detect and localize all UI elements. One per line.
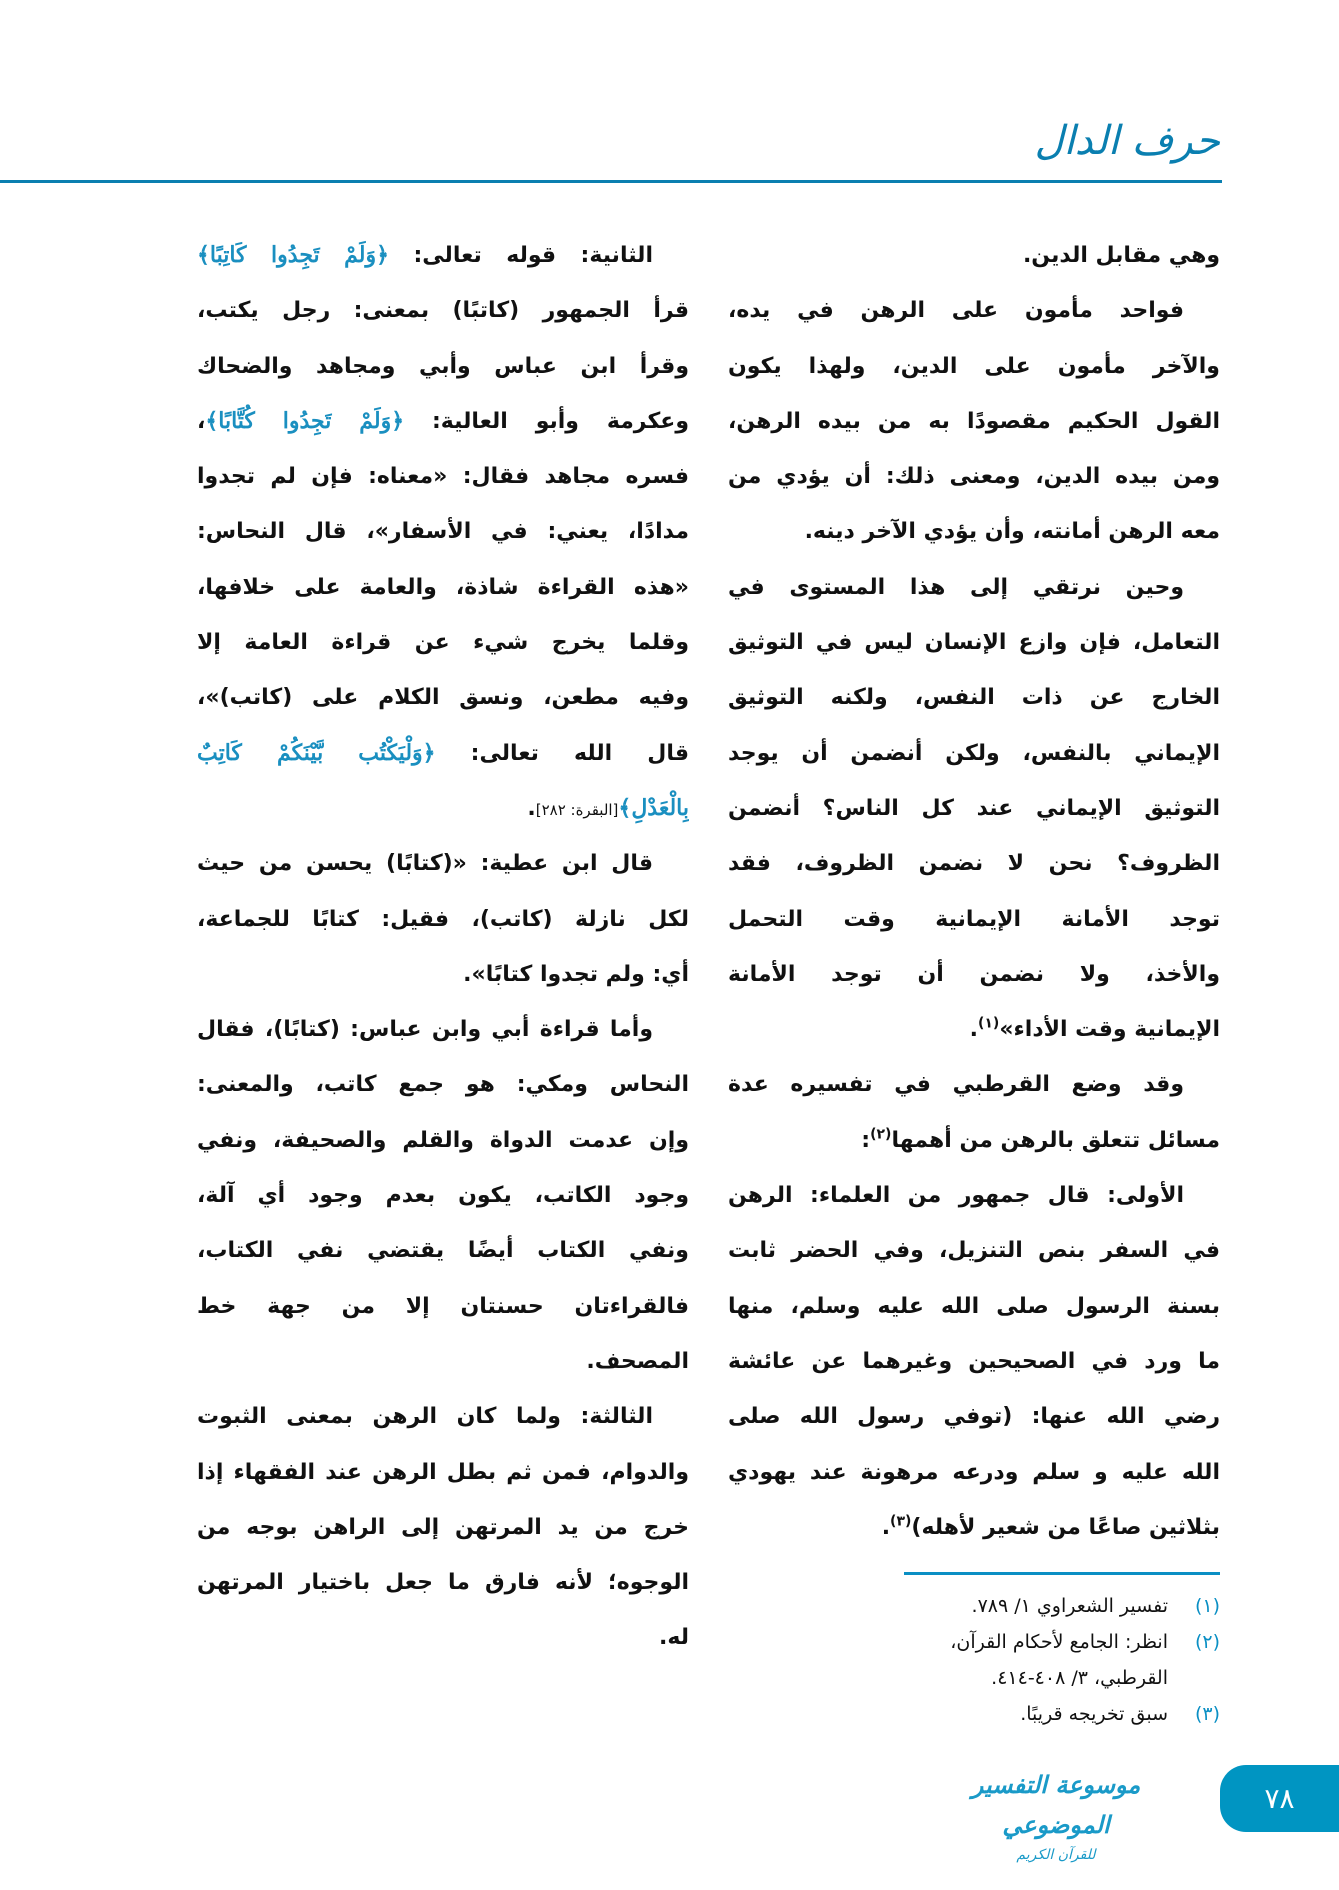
footnote-text: انظر: الجامع لأحكام القرآن، القرطبي، ٣/ ٤٠٨-٤١٤. xyxy=(950,1631,1168,1689)
text-segment: وفيه مطعن، ونسق الكلام على (كاتب)»، xyxy=(197,685,689,711)
text-line xyxy=(728,228,1220,283)
text-segment: خرج من يد المرتهن إلى الراهن بوجه من xyxy=(197,1514,689,1540)
text-segment: : ولما كان الرهن بمعنى الثبوت xyxy=(197,1404,590,1430)
footnote xyxy=(904,1588,1220,1624)
text-segment: الوجوه؛ لأنه فارق ما جعل باختيار المرتهن xyxy=(197,1570,689,1596)
text-segment: وقلما يخرج شيء عن قراءة العامة إلا xyxy=(197,630,689,656)
bold-text: بثلاثين صاعًا من شعير لأهله) xyxy=(911,1514,1220,1540)
text-segment: لكل نازلة (كاتب)، فقيل: كتابًا للجماعة، xyxy=(197,906,689,932)
text-segment: القول الحكيم مقصودًا به من بيده الرهن، xyxy=(728,408,1220,434)
text-segment: الإيماني بالنفس، ولكن أنضمن أن يوجد xyxy=(728,740,1220,766)
text-segment: قرأ الجمهور (كاتبًا) بمعنى: رجل يكتب، xyxy=(197,298,689,324)
footnote-number: (٣) xyxy=(1194,1703,1220,1725)
logo-title: موسوعة التفسير الموضوعي xyxy=(971,1770,1141,1839)
text-line xyxy=(728,670,1220,725)
bold-text: الثانية xyxy=(589,243,653,268)
text-segment: قال ابن عطية: «(كتابًا) يحسن من حيث xyxy=(197,851,653,877)
footnotes xyxy=(904,1588,1220,1732)
text-segment: وقد وضع القرطبي في تفسيره عدة xyxy=(728,1072,1184,1098)
text-line xyxy=(197,726,689,781)
bold-text: الأولى xyxy=(1115,1183,1184,1209)
text-segment: وقرأ ابن عباس وأبي ومجاهد والضحاك xyxy=(197,353,689,379)
text-line xyxy=(197,504,689,559)
text-segment: توجد الأمانة الإيمانية وقت التحمل xyxy=(728,906,1220,932)
text-line xyxy=(728,836,1220,891)
text-line xyxy=(728,781,1220,836)
right-text-column xyxy=(728,228,1220,1555)
text-segment: وحين نرتقي إلى هذا المستوى في xyxy=(728,574,1184,600)
text-line xyxy=(197,1002,689,1057)
text-line xyxy=(197,1610,689,1665)
header-divider xyxy=(0,180,1222,183)
text-segment: والدوام، فمن ثم بطل الرهن عند الفقهاء إذا xyxy=(197,1459,689,1485)
text-segment: : قال جمهور من العلماء: الرهن xyxy=(728,1183,1116,1209)
text-line xyxy=(728,892,1220,947)
text-line xyxy=(728,283,1220,338)
footnote-number: (١) xyxy=(1194,1595,1220,1617)
footnote-text: سبق تخريجه قريبًا. xyxy=(1020,1703,1168,1725)
footnote-marker: (١) xyxy=(977,1015,1000,1032)
text-line xyxy=(197,1334,689,1389)
text-line xyxy=(197,1445,689,1500)
footnote-marker: (٢) xyxy=(870,1126,892,1143)
text-line xyxy=(728,394,1220,449)
text-segment: ونفي الكتاب أيضًا يقتضي نفي الكتاب، xyxy=(197,1238,689,1264)
quran-verse: ﴿وَلْيَكْتُب بَّيْنَكُمْ كَاتِبٌ xyxy=(197,739,436,766)
text-segment: النحاس ومكي: هو جمع كاتب، والمعنى: xyxy=(197,1072,689,1098)
text-segment: فسره مجاهد فقال: «معناه: فإن لم تجدوا xyxy=(197,464,689,490)
encyclopedia-logo xyxy=(934,1765,1178,1863)
text-segment: وعكرمة وأبو العالية: xyxy=(404,408,689,434)
text-segment: فواحد مأمون على الرهن في يده، xyxy=(728,298,1184,324)
text-line xyxy=(728,1113,1220,1168)
footnote-divider xyxy=(904,1572,1220,1575)
footnote xyxy=(904,1696,1220,1732)
text-segment: في السفر بنص التنزيل، وفي الحضر ثابت xyxy=(728,1238,1220,1264)
text-line xyxy=(728,726,1220,781)
text-line xyxy=(197,560,689,615)
text-line xyxy=(197,449,689,504)
text-segment: أي: ولم تجدوا كتابًا». xyxy=(463,961,689,987)
text-segment: الإيمانية وقت الأداء» xyxy=(999,1017,1220,1043)
text-segment: : قوله تعالى: xyxy=(389,243,590,268)
text-line xyxy=(728,1389,1220,1444)
page-number-badge: ٧٨ xyxy=(1220,1765,1339,1832)
text-segment: معه الرهن أمانته، وأن يؤدي الآخر دينه. xyxy=(804,519,1220,545)
bold-text: (توفي رسول الله صلى xyxy=(728,1404,1013,1430)
footnote xyxy=(904,1624,1220,1696)
text-segment: . xyxy=(969,1017,978,1043)
logo-subtitle: للقرآن الكريم xyxy=(1016,1847,1096,1863)
text-segment: : xyxy=(861,1127,871,1153)
quran-verse: ﴿وَلَمْ تَجِدُوا كَاتِبًا﴾ xyxy=(197,242,389,268)
text-segment: ما ورد في الصحيحين وغيرهما عن عائشة xyxy=(728,1348,1220,1374)
bold-text: الثالثة xyxy=(589,1404,653,1430)
text-segment: بسنة الرسول صلى الله عليه وسلم، منها xyxy=(728,1293,1220,1319)
text-line xyxy=(728,1334,1220,1389)
text-segment: التعامل، فإن وازع الإنسان ليس في التوثيق xyxy=(728,630,1220,656)
text-line xyxy=(728,1168,1220,1223)
text-segment: ومن بيده الدين، ومعنى ذلك: أن يؤدي من xyxy=(728,464,1220,490)
text-line xyxy=(197,892,689,947)
text-line xyxy=(728,1057,1220,1112)
text-line xyxy=(197,1223,689,1278)
left-text-column xyxy=(197,228,689,1666)
text-segment: له. xyxy=(659,1625,689,1651)
footnote-marker: (٣) xyxy=(890,1513,912,1530)
text-segment: . xyxy=(881,1514,891,1540)
text-line xyxy=(728,449,1220,504)
text-segment: الظروف؟ نحن لا نضمن الظروف، فقد xyxy=(728,851,1220,877)
footnote-number: (٢) xyxy=(1194,1631,1220,1653)
text-line xyxy=(728,504,1220,559)
text-line xyxy=(197,283,689,338)
text-segment: وجود الكاتب، يكون بعدم وجود أي آلة، xyxy=(197,1183,689,1209)
text-line xyxy=(728,339,1220,394)
text-segment: . xyxy=(527,795,536,821)
text-line xyxy=(728,947,1220,1002)
text-segment: والأخذ، ولا نضمن أن توجد الأمانة xyxy=(728,961,1220,987)
text-segment: وأما قراءة أبي وابن عباس: (كتابًا)، فقال xyxy=(197,1017,653,1043)
footnote-text: تفسير الشعراوي ١/ ٧٨٩. xyxy=(971,1595,1168,1617)
quran-verse: ﴿وَلَمْ تَجِدُوا كُتَّابًا﴾ xyxy=(205,407,405,434)
text-segment: فالقراءتان حسنتان إلا من جهة خط xyxy=(197,1293,689,1319)
text-line xyxy=(197,228,689,283)
text-line xyxy=(197,947,689,1002)
text-line xyxy=(197,1555,689,1610)
text-line xyxy=(197,339,689,394)
text-line xyxy=(197,1500,689,1555)
text-line xyxy=(197,1168,689,1223)
text-line xyxy=(197,615,689,670)
text-line xyxy=(728,1223,1220,1278)
text-segment: قال الله تعالى: xyxy=(435,740,689,766)
text-segment: مسائل تتعلق بالرهن من أهمها xyxy=(891,1127,1220,1153)
text-line xyxy=(197,1057,689,1112)
text-segment: المصحف. xyxy=(586,1348,689,1374)
text-segment: الخارج عن ذات النفس، ولكنه التوثيق xyxy=(728,685,1220,711)
text-segment: ، xyxy=(197,408,206,434)
verse-reference: [البقرة: ٢٨٢] xyxy=(535,800,619,819)
text-segment: وهي مقابل الدين. xyxy=(1022,243,1220,268)
text-segment: والآخر مأمون على الدين، ولهذا يكون xyxy=(728,353,1220,379)
text-line xyxy=(728,1279,1220,1334)
text-line xyxy=(197,1389,689,1444)
text-line xyxy=(728,615,1220,670)
text-line xyxy=(197,1279,689,1334)
quran-verse: بِالْعَدْلِ﴾ xyxy=(618,794,689,821)
text-segment: التوثيق الإيماني عند كل الناس؟ أنضمن xyxy=(728,795,1220,821)
text-segment: مدادًا، يعني: في الأسفار»، قال النحاس: xyxy=(197,519,689,545)
text-line xyxy=(728,1500,1220,1555)
text-line xyxy=(197,781,689,836)
text-segment: رضي الله عنها: xyxy=(1012,1404,1220,1430)
text-line xyxy=(728,560,1220,615)
chapter-title: حرف الدال xyxy=(1034,118,1220,164)
text-segment: وإن عدمت الدواة والقلم والصحيفة، ونفي xyxy=(197,1127,689,1153)
text-line xyxy=(197,394,689,449)
text-segment: «هذه القراءة شاذة، والعامة على خلافها، xyxy=(197,574,689,600)
text-line xyxy=(728,1002,1220,1057)
bold-text: الله عليه و سلم ودرعه مرهونة عند يهودي xyxy=(728,1459,1220,1485)
text-line xyxy=(197,836,689,891)
text-line xyxy=(728,1445,1220,1500)
text-line xyxy=(197,670,689,725)
text-line xyxy=(197,1113,689,1168)
